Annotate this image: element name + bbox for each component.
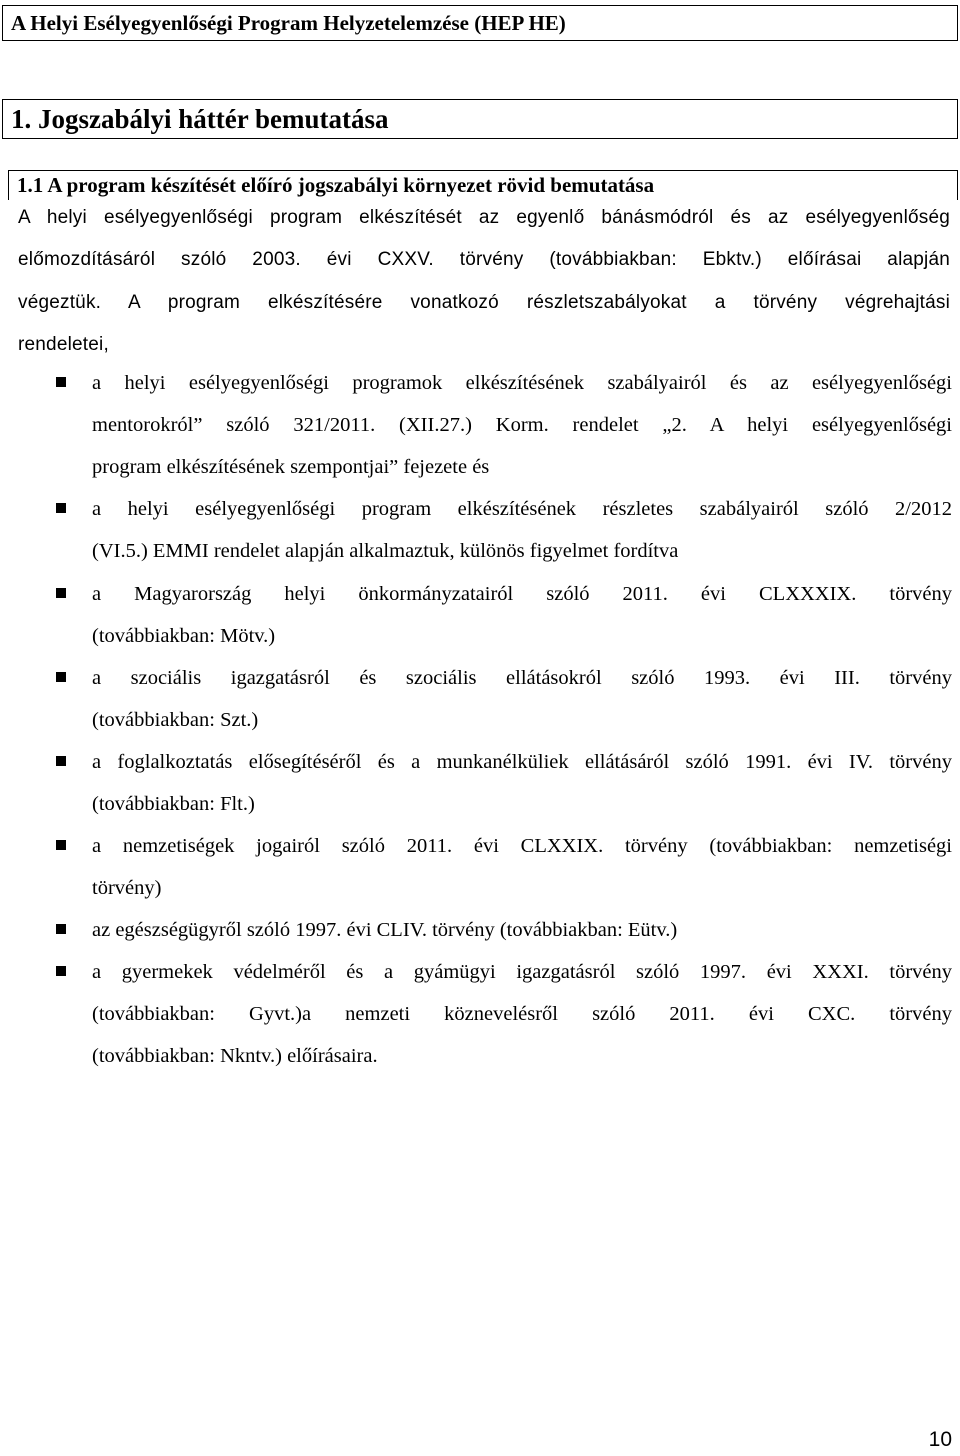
bullet-line: a gyermekek védelméről és a gyámügyi igazgatásról szóló 1997. évi XXXI. törvény — [92, 961, 952, 983]
bullet-marker — [56, 503, 66, 513]
intro-line: végeztük. A program elkészítésére vonatkozó részletszabályokat a törvény végrehajtási — [18, 292, 950, 313]
bullet-marker — [56, 672, 66, 682]
bullet-marker — [56, 377, 66, 387]
bullet-line: (továbbiakban: Gyvt.)a nemzeti köznevelésről szóló 2011. évi CXC. törvény — [92, 1003, 952, 1025]
bullet-line: (továbbiakban: Flt.) — [92, 793, 255, 815]
document-title: A Helyi Esélyegyenlőségi Program Helyzetelemzése (HEP HE) — [11, 11, 566, 35]
bullet-marker — [56, 588, 66, 598]
bullet-line: a nemzetiségek jogairól szóló 2011. évi CLXXIX. törvény (továbbiakban: nemzetiségi — [92, 835, 952, 857]
page-number: 10 — [928, 1428, 952, 1451]
bullet-marker — [56, 756, 66, 766]
bullet-line: (továbbiakban: Mötv.) — [92, 625, 276, 647]
intro-line: A helyi esélyegyenlőségi program elkészítését az egyenlő bánásmódról és az esélyegyenlőség — [18, 207, 950, 228]
bullet-marker — [56, 840, 66, 850]
bullet-line: az egészségügyről szóló 1997. évi CLIV. törvény (továbbiakban: Eütv.) — [92, 919, 678, 941]
bullet-line: törvény) — [92, 877, 162, 899]
bullet-line: (VI.5.) EMMI rendelet alapján alkalmaztuk, különös figyelmet fordítva — [92, 540, 679, 562]
bullet-line: (továbbiakban: Nkntv.) előírásaira. — [92, 1045, 378, 1067]
bullet-marker — [56, 924, 66, 934]
bullet-line: program elkészítésének szempontjai” fejezete és — [92, 456, 490, 478]
bullet-line: a helyi esélyegyenlőségi programok elkészítésének szabályairól és az esélyegyenlőségi — [92, 372, 952, 394]
intro-line: előmozdításáról szóló 2003. évi CXXV. törvény (továbbiakban: Ebktv.) előírásai alapján — [18, 249, 950, 270]
intro-line: rendeletei, — [18, 334, 109, 355]
bullet-line: a Magyarország helyi önkormányzatairól szóló 2011. évi CLXXXIX. törvény — [92, 583, 952, 605]
section-heading-box — [8, 170, 958, 200]
section-heading: 1.1 A program készítését előíró jogszabályi környezet rövid bemutatása — [17, 173, 655, 197]
bullet-marker — [56, 966, 66, 976]
document-title-box — [2, 5, 958, 41]
bullet-line: a szociális igazgatásról és szociális ellátásokról szóló 1993. évi III. törvény — [92, 667, 952, 689]
bullet-line: a helyi esélyegyenlőségi program elkészítésének részletes szabályairól szóló 2/2012 — [92, 498, 952, 520]
bullet-line: (továbbiakban: Szt.) — [92, 709, 259, 731]
bullet-line: mentorokról” szóló 321/2011. (XII.27.) Korm. rendelet „2. A helyi esélyegyenlőségi — [92, 414, 952, 436]
chapter-heading: 1. Jogszabályi háttér bemutatása — [11, 104, 389, 134]
chapter-heading-box — [2, 99, 958, 139]
bullet-line: a foglalkoztatás elősegítéséről és a munkanélküliek ellátásáról szóló 1991. évi IV. törvény — [92, 751, 952, 773]
